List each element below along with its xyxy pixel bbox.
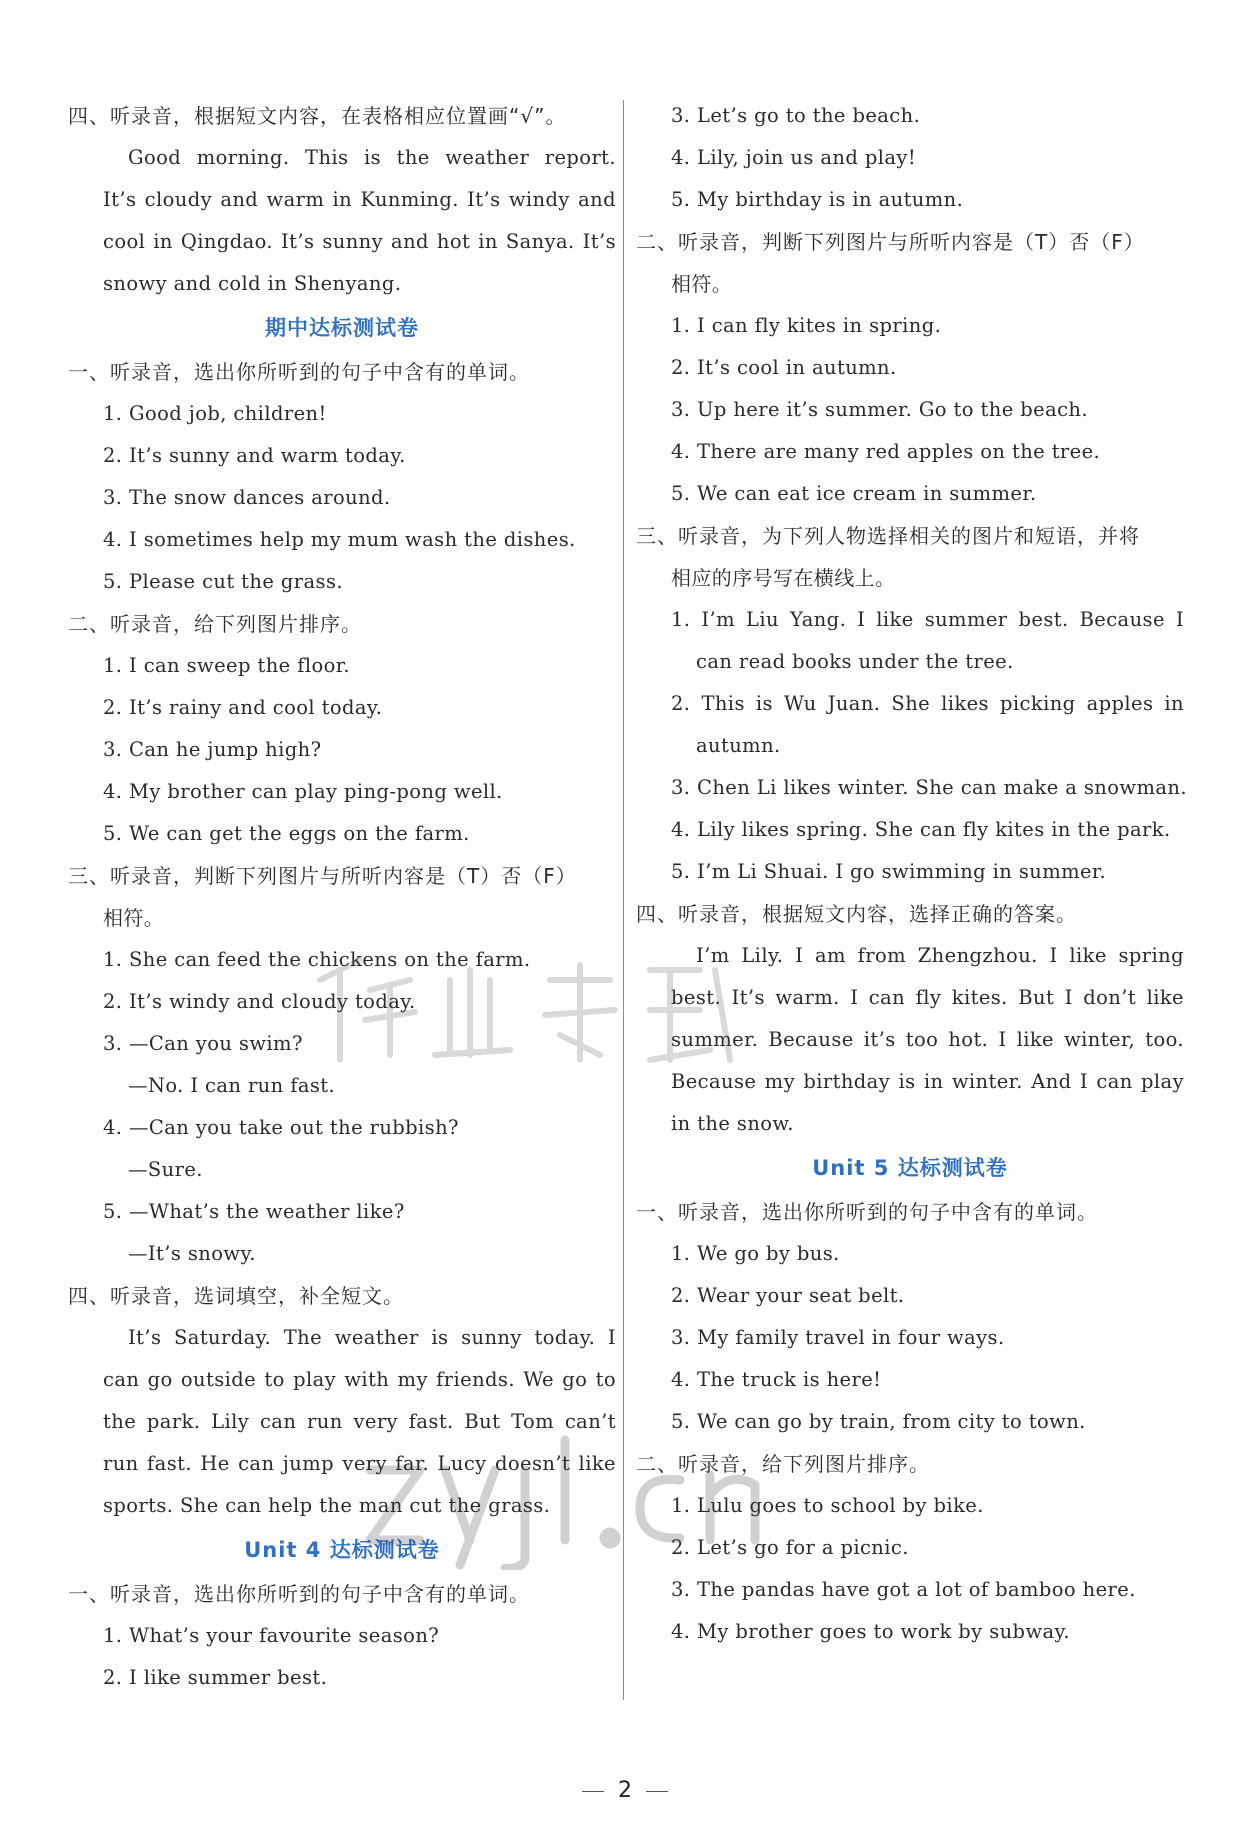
passage-line: best. It’s warm. I can fly kites. But I don’t like bbox=[671, 986, 1184, 1009]
transcript-item: 5. We can eat ice cream in summer. bbox=[671, 482, 1037, 505]
passage-line: Because my birthday is in winter. And I can play bbox=[671, 1070, 1184, 1093]
transcript-item: 4. —Can you take out the rubbish? bbox=[103, 1116, 459, 1139]
transcript-item: 2. It’s cool in autumn. bbox=[671, 356, 897, 379]
transcript-item: 3. Can he jump high? bbox=[103, 738, 322, 761]
passage-line: snowy and cold in Shenyang. bbox=[103, 272, 402, 295]
transcript-item: 1. Lulu goes to school by bike. bbox=[671, 1494, 984, 1517]
question-heading: 一、听录音，选出你所听到的句子中含有的单词。 bbox=[68, 360, 530, 384]
question-heading: 一、听录音，选出你所听到的句子中含有的单词。 bbox=[68, 1582, 530, 1606]
transcript-item: 2. Wear your seat belt. bbox=[671, 1284, 905, 1307]
transcript-item: 5. —What’s the weather like? bbox=[103, 1200, 405, 1223]
passage-line: cool in Qingdao. It’s sunny and hot in Sanya. It’s bbox=[103, 230, 616, 253]
transcript-item: 4. Lily, join us and play! bbox=[671, 146, 917, 169]
question-heading: 二、听录音，给下列图片排序。 bbox=[68, 612, 362, 636]
transcript-item: 4. Lily likes spring. She can fly kites in the park. bbox=[671, 818, 1171, 841]
page-number bbox=[0, 1778, 1250, 1803]
transcript-item: 2. Let’s go for a picnic. bbox=[671, 1536, 909, 1559]
transcript-item: 3. Up here it’s summer. Go to the beach. bbox=[671, 398, 1088, 421]
transcript-item: 4. There are many red apples on the tree. bbox=[671, 440, 1101, 463]
column-divider bbox=[623, 100, 624, 1700]
question-heading: 四、听录音，根据短文内容，在表格相应位置画“√”。 bbox=[68, 104, 567, 128]
transcript-item: 1. She can feed the chickens on the farm. bbox=[103, 948, 531, 971]
transcript-item: 1. I can fly kites in spring. bbox=[671, 314, 942, 337]
question-heading: 三、听录音，判断下列图片与所听内容是（T）否（F） bbox=[68, 864, 577, 888]
transcript-item: 3. Let’s go to the beach. bbox=[671, 104, 921, 127]
transcript-item: 2. I like summer best. bbox=[103, 1666, 328, 1689]
transcript-item-continued: can read books under the tree. bbox=[696, 650, 1014, 673]
transcript-item-continued: —Sure. bbox=[128, 1158, 203, 1181]
transcript-item-continued: autumn. bbox=[696, 734, 781, 757]
transcript-item: 1. I can sweep the floor. bbox=[103, 654, 350, 677]
transcript-item: 1. I’m Liu Yang. I like summer best. Because I bbox=[671, 608, 1184, 631]
section-heading: Unit 4 达标测试卷 bbox=[244, 1538, 440, 1562]
section-heading: 期中达标测试卷 bbox=[265, 316, 419, 340]
question-heading: 二、听录音，判断下列图片与所听内容是（T）否（F） bbox=[636, 230, 1145, 254]
question-heading-continued: 相符。 bbox=[103, 906, 165, 930]
passage-line: in the snow. bbox=[671, 1112, 794, 1135]
passage-line: the park. Lily can run very fast. But Tom can’t bbox=[103, 1410, 616, 1433]
left-column bbox=[68, 95, 616, 1699]
transcript-item: 3. The pandas have got a lot of bamboo here. bbox=[671, 1578, 1136, 1601]
transcript-item: 2. It’s sunny and warm today. bbox=[103, 444, 406, 467]
passage-line: I’m Lily. I am from Zhengzhou. I like spring bbox=[696, 944, 1184, 967]
passage-line: can go outside to play with my friends. We go to bbox=[103, 1368, 616, 1391]
transcript-item: 4. The truck is here! bbox=[671, 1368, 882, 1391]
transcript-item: 3. The snow dances around. bbox=[103, 486, 391, 509]
transcript-item: 5. Please cut the grass. bbox=[103, 570, 343, 593]
transcript-item: 3. —Can you swim? bbox=[103, 1032, 303, 1055]
question-heading: 四、听录音，根据短文内容，选择正确的答案。 bbox=[636, 902, 1077, 926]
transcript-item: 4. I sometimes help my mum wash the dishes. bbox=[103, 528, 576, 551]
transcript-item: 5. My birthday is in autumn. bbox=[671, 188, 964, 211]
question-heading: 三、听录音，为下列人物选择相关的图片和短语，并将 bbox=[636, 524, 1140, 548]
page-number-text: 2 bbox=[618, 1778, 632, 1803]
transcript-item: 3. Chen Li likes winter. She can make a snowman. bbox=[671, 776, 1187, 799]
transcript-item: 5. I’m Li Shuai. I go swimming in summer. bbox=[671, 860, 1107, 883]
passage-line: run fast. He can jump very far. Lucy doesn’t like bbox=[103, 1452, 616, 1475]
right-column bbox=[636, 95, 1187, 1653]
transcript-item: 4. My brother can play ping-pong well. bbox=[103, 780, 503, 803]
transcript-item: 2. It’s rainy and cool today. bbox=[103, 696, 383, 719]
transcript-item: 5. We can get the eggs on the farm. bbox=[103, 822, 470, 845]
passage-line: It’s cloudy and warm in Kunming. It’s windy and bbox=[103, 188, 616, 211]
transcript-item: 2. It’s windy and cloudy today. bbox=[103, 990, 416, 1013]
question-heading: 二、听录音，给下列图片排序。 bbox=[636, 1452, 930, 1476]
question-heading: 一、听录音，选出你所听到的句子中含有的单词。 bbox=[636, 1200, 1098, 1224]
passage-line: sports. She can help the man cut the grass. bbox=[103, 1494, 551, 1517]
transcript-item-continued: —No. I can run fast. bbox=[128, 1074, 336, 1097]
question-heading-continued: 相符。 bbox=[671, 272, 733, 296]
transcript-item: 4. My brother goes to work by subway. bbox=[671, 1620, 1070, 1643]
transcript-item: 1. Good job, children! bbox=[103, 402, 327, 425]
transcript-item: 3. My family travel in four ways. bbox=[671, 1326, 1005, 1349]
transcript-item: 1. We go by bus. bbox=[671, 1242, 840, 1265]
question-heading-continued: 相应的序号写在横线上。 bbox=[671, 566, 896, 590]
passage-line: Good morning. This is the weather report. bbox=[128, 146, 616, 169]
transcript-item: 2. This is Wu Juan. She likes picking apples in bbox=[671, 692, 1184, 715]
transcript-item: 5. We can go by train, from city to town. bbox=[671, 1410, 1086, 1433]
passage-line: It’s Saturday. The weather is sunny today. I bbox=[128, 1326, 616, 1349]
transcript-item-continued: —It’s snowy. bbox=[128, 1242, 256, 1265]
passage-line: summer. Because it’s too hot. I like winter, too. bbox=[671, 1028, 1184, 1051]
transcript-item: 1. What’s your favourite season? bbox=[103, 1624, 440, 1647]
section-heading: Unit 5 达标测试卷 bbox=[812, 1156, 1008, 1180]
question-heading: 四、听录音，选词填空，补全短文。 bbox=[68, 1284, 404, 1308]
